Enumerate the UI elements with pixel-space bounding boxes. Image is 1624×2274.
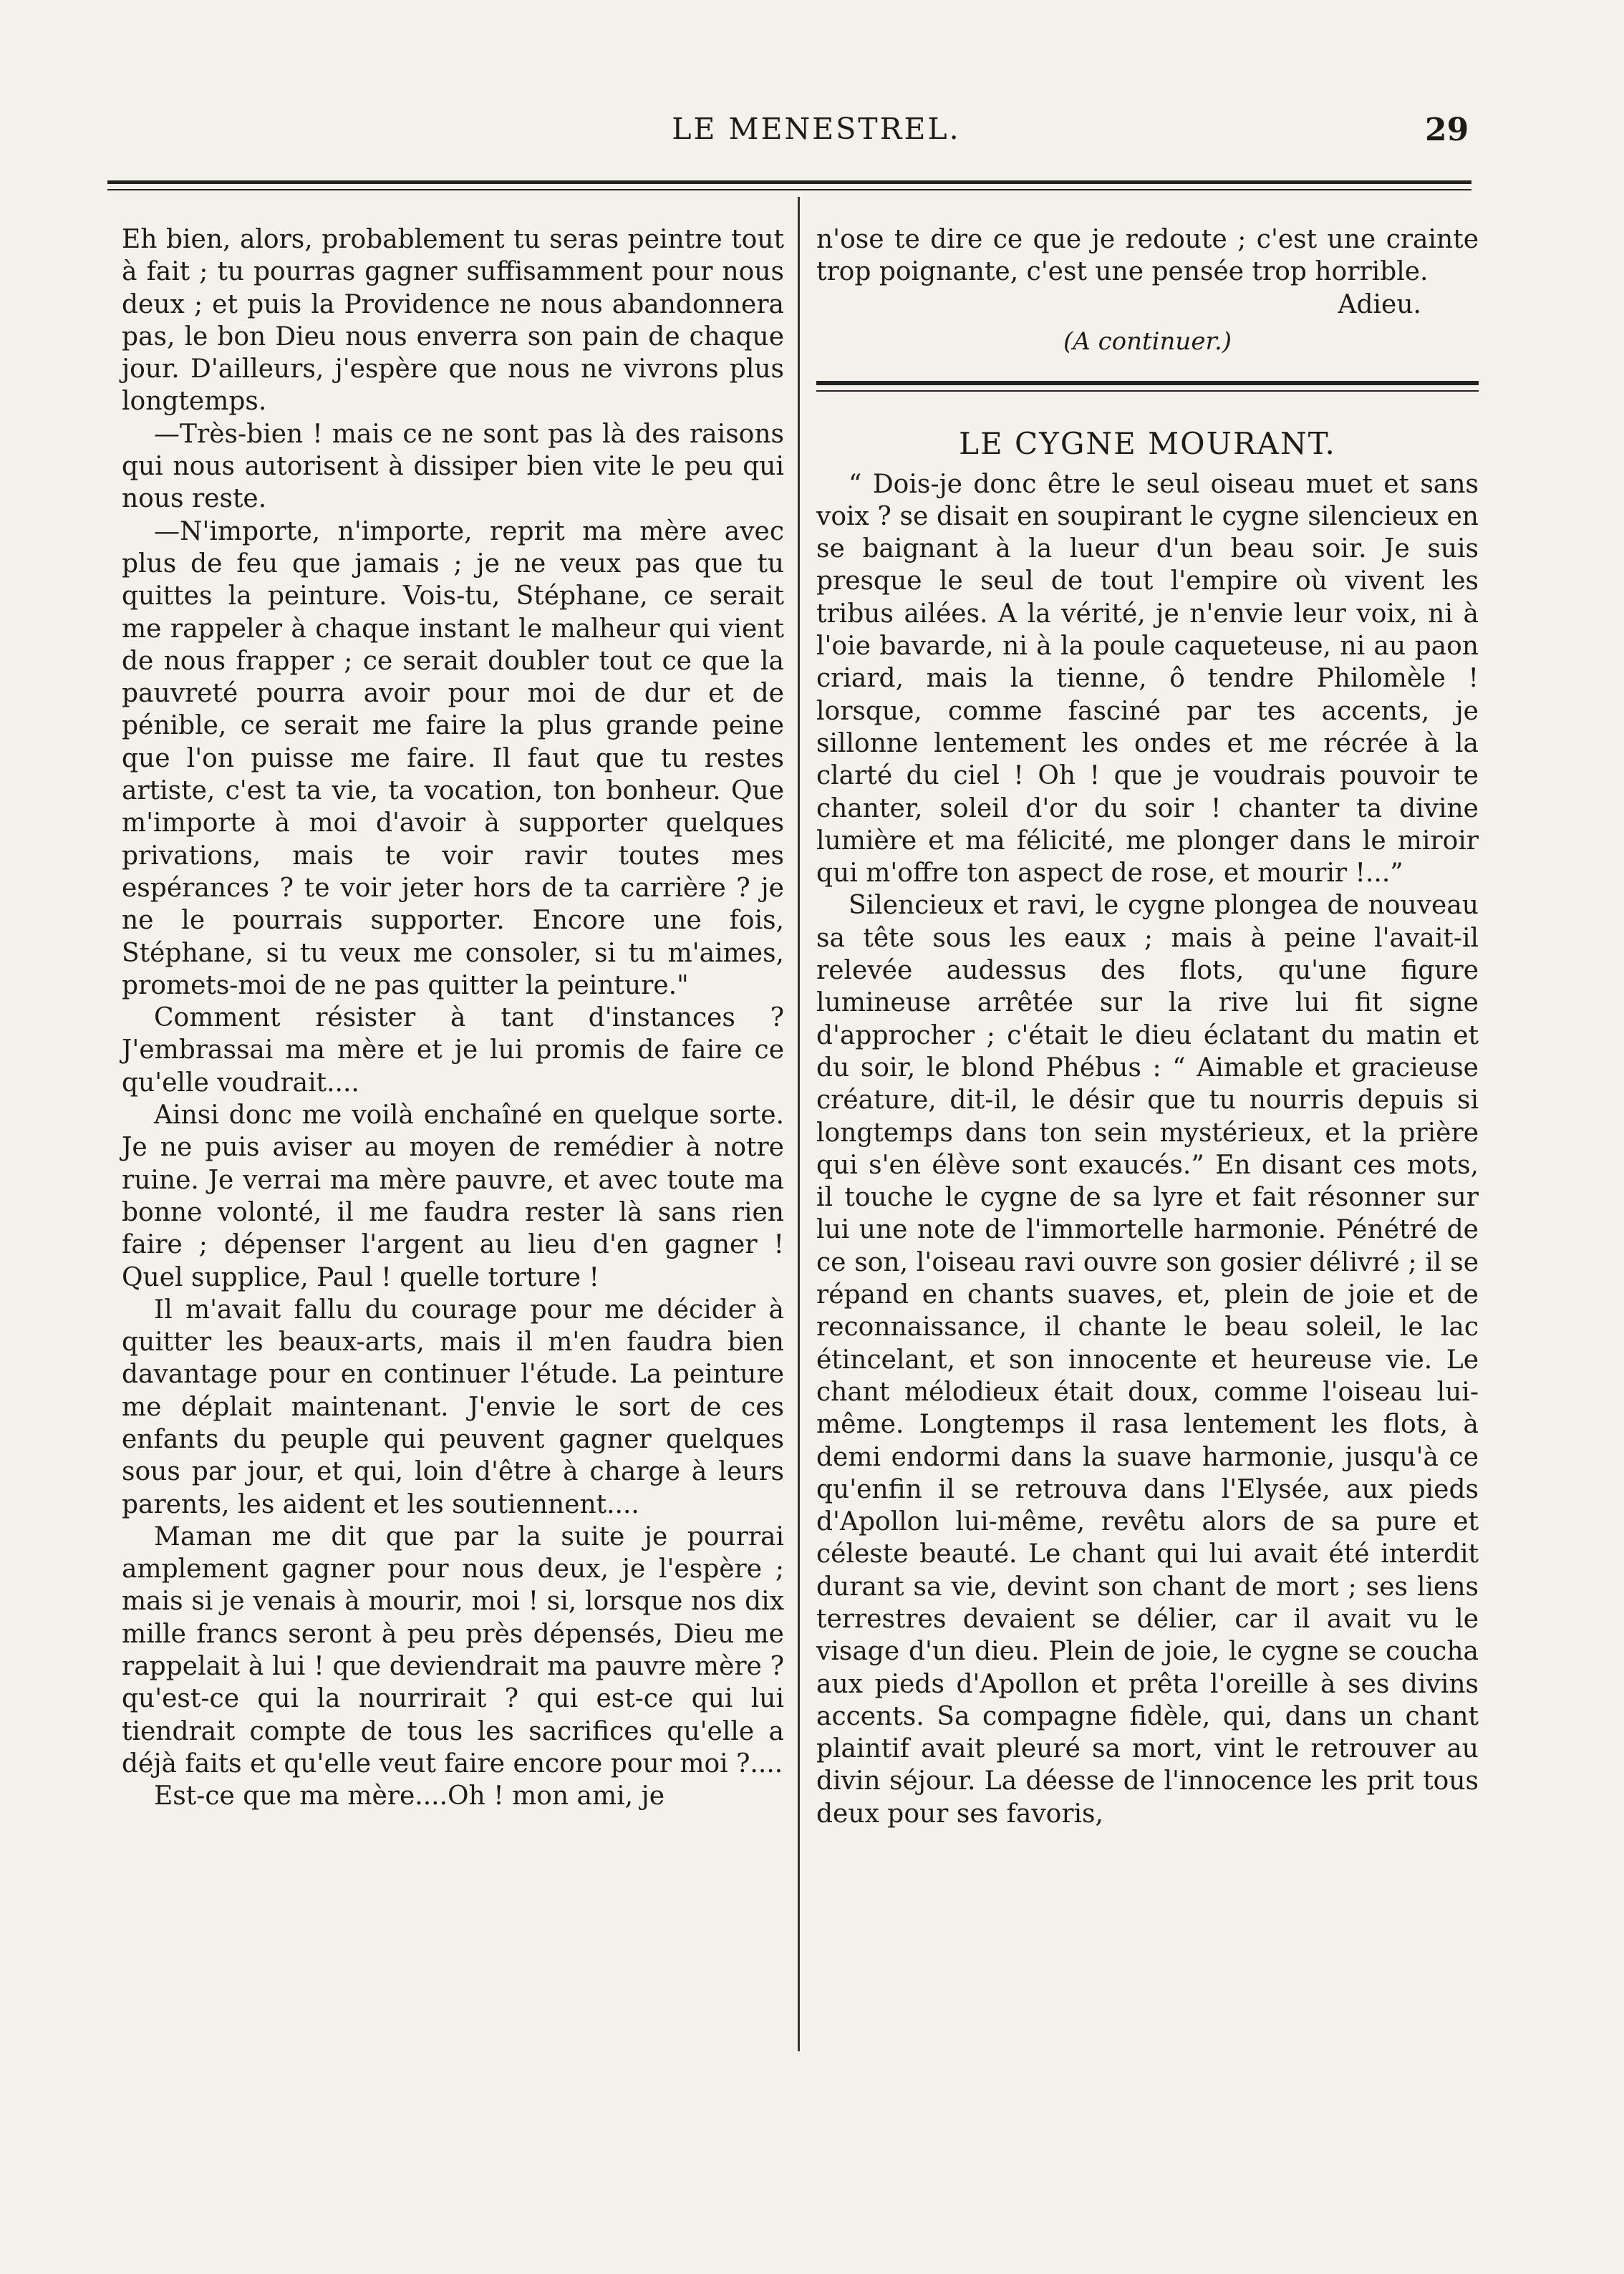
left-paragraph: Ainsi donc me voilà enchaîné en quelque sorte. Je ne puis aviser au moyen de remédier à notre ruine. Je verrai ma mère pauvre, et avec toute ma bonne volonté, il me faudra rester là sans rien faire ; dépenser l'argent au lieu d'en gagner ! Quel supplice, Paul ! quelle torture ! [122, 1100, 784, 1292]
left-paragraph: —N'importe, n'importe, reprit ma mère avec plus de feu que jamais ; je ne veux pas que tu quittes la peinture. Vois-tu, Stéphane, ce serait me rappeler à chaque instant le malheur qui vient de nous frapper ; ce serait doubler tout ce que la pauvreté pourra avoir pour moi de dur et de pénible, ce serait me faire la plus grande peine que l'on puisse me faire. Il faut que tu restes artiste, c'est ta vie, ta vocation, ton bonheur. Que m'importe à moi d'avoir à supporter quelques privations, mais te voir ravir toutes mes espérances ? te voir jeter hors de ta carrière ? je ne le pourrais supporter. Encore une fois, Stéphane, si tu veux me consoler, si tu m'aimes, promets-moi de ne pas quitter la peinture." [122, 516, 784, 1000]
right-paragraph: Silencieux et ravi, le cygne plongea de nouveau sa tête sous les eaux ; mais à peine l'avait-il relevée audessus des flots, qu'une figure lumineuse arrêtée sur la rive lui fit signe d'approcher ; c'était le dieu éclatant du matin et du soir, le blond Phébus : “ Aimable et gracieuse créature, dit-il, le désir que tu nourris depuis si longtemps dans ton sein mystérieux, et la prière qui s'en élève sont exaucés.” En disant ces mots, il touche le cygne de sa lyre et fait résonner sur lui une note de l'immortelle harmonie. Pénétré de ce son, l'oiseau ravi ouvre son gosier délivré ; il se répand en chants suaves, et, plein de joie et de reconnaissance, il chante le beau soleil, le lac étincelant, et son innocente et heureuse vie. Le chant mélodieux était doux, comme l'oiseau lui-même. Longtemps il rasa lentement les flots, à demi endormi dans la suave harmonie, jusqu'à ce qu'enfin il se retrouva dans l'Elysée, aux pieds d'Apollon lui-même, revêtu alors de sa pure et céleste beauté. Le chant qui lui avait été interdit durant sa vie, devint son chant de mort ; ses liens terrestres devaient se délier, car il avait vu le visage d'un dieu. Plein de joie, le cygne se coucha aux pieds d'Apollon et prêta l'oreille à ses divins accents. Sa compagne fidèle, qui, dans un chant plaintif avait pleuré sa mort, vint le retrouver au divin séjour. La déesse de l'innocence les prit tous deux pour ses favoris, [816, 891, 1479, 1829]
left-paragraph: Il m'avait fallu du courage pour me décider à quitter les beaux-arts, mais il m'en faudra bien davantage pour en continuer l'étude. La peinture me déplait maintenant. J'envie le sort de ces enfants du peuple qui peuvent gagner quelques sous par jour, et qui, loin d'être à charge à leurs parents, les aident et les soutiennent.... [122, 1295, 784, 1519]
section-title: LE CYGNE MOURANT. [959, 425, 1336, 461]
section-separator-rule [816, 381, 1479, 392]
left-paragraph: Est-ce que ma mère....Oh ! mon ami, je [154, 1781, 665, 1811]
left-column [122, 223, 784, 1813]
right-column [816, 223, 1479, 1830]
right-paragraph: “ Dois-je donc être le seul oiseau muet et sans voix ? se disait en soupirant le cygne silencieux en se baignant à la lueur d'un beau soir. Je suis presque le seul de tout l'empire où vivent les tribus ailées. A la vérité, je n'envie leur voix, ni à l'oie bavarde, ni à la poule caqueteuse, ni au paon criard, mais la tienne, ô tendre Philomèle ! lorsque, comme fasciné par tes accents, je sillonne lentement les ondes et me récrée à la clarté du ciel ! Oh ! que je voudrais pouvoir te chanter, soleil d'or du soir ! chanter ta divine lumière et ma félicité, me plonger dans le miroir qui m'offre ton aspect de rose, et mourir !...” [816, 469, 1479, 889]
page-number: 29 [1425, 112, 1469, 148]
header-rule-thick [107, 180, 1471, 184]
column-divider [798, 197, 800, 2051]
left-paragraph: Comment résister à tant d'instances ? J'embrassai ma mère et je lui promis de faire ce qu'elle voudrait.... [122, 1003, 784, 1098]
left-paragraph: Maman me dit que par la suite je pourrai amplement gagner pour nous deux, je l'espère ; mais si je venais à mourir, moi ! si, lorsque nos dix mille francs seront à peu près dépensés, Dieu me rappelait à lui ! que deviendrait ma pauvre mère ? qu'est-ce qui la nourrirait ? qui est-ce qui lui tiendrait compte de tous les sacrifices qu'elle a déjà faits et qu'elle veut faire encore pour moi ?.... [122, 1521, 784, 1779]
left-paragraph: —Très-bien ! mais ce ne sont pas là des raisons qui nous autorisent à dissiper bien vite le peu qui nous reste. [122, 419, 784, 514]
to-be-continued-note: (A continuer.) [1063, 326, 1232, 356]
header-rule-thin [107, 189, 1471, 190]
page-header-title: LE MENESTREL. [672, 112, 961, 146]
signoff: Adieu. [1338, 289, 1421, 319]
continuation-text: n'ose te dire ce que je redoute ; c'est une crainte trop poignante, c'est une pensée trop horrible. [816, 225, 1479, 287]
left-paragraph: Eh bien, alors, probablement tu seras peintre tout à fait ; tu pourras gagner suffisamment pour nous deux ; et puis la Providence ne nous abandonnera pas, le bon Dieu nous enverra son pain de chaque jour. D'ailleurs, j'espère que nous ne vivrons plus longtemps. [122, 225, 784, 417]
